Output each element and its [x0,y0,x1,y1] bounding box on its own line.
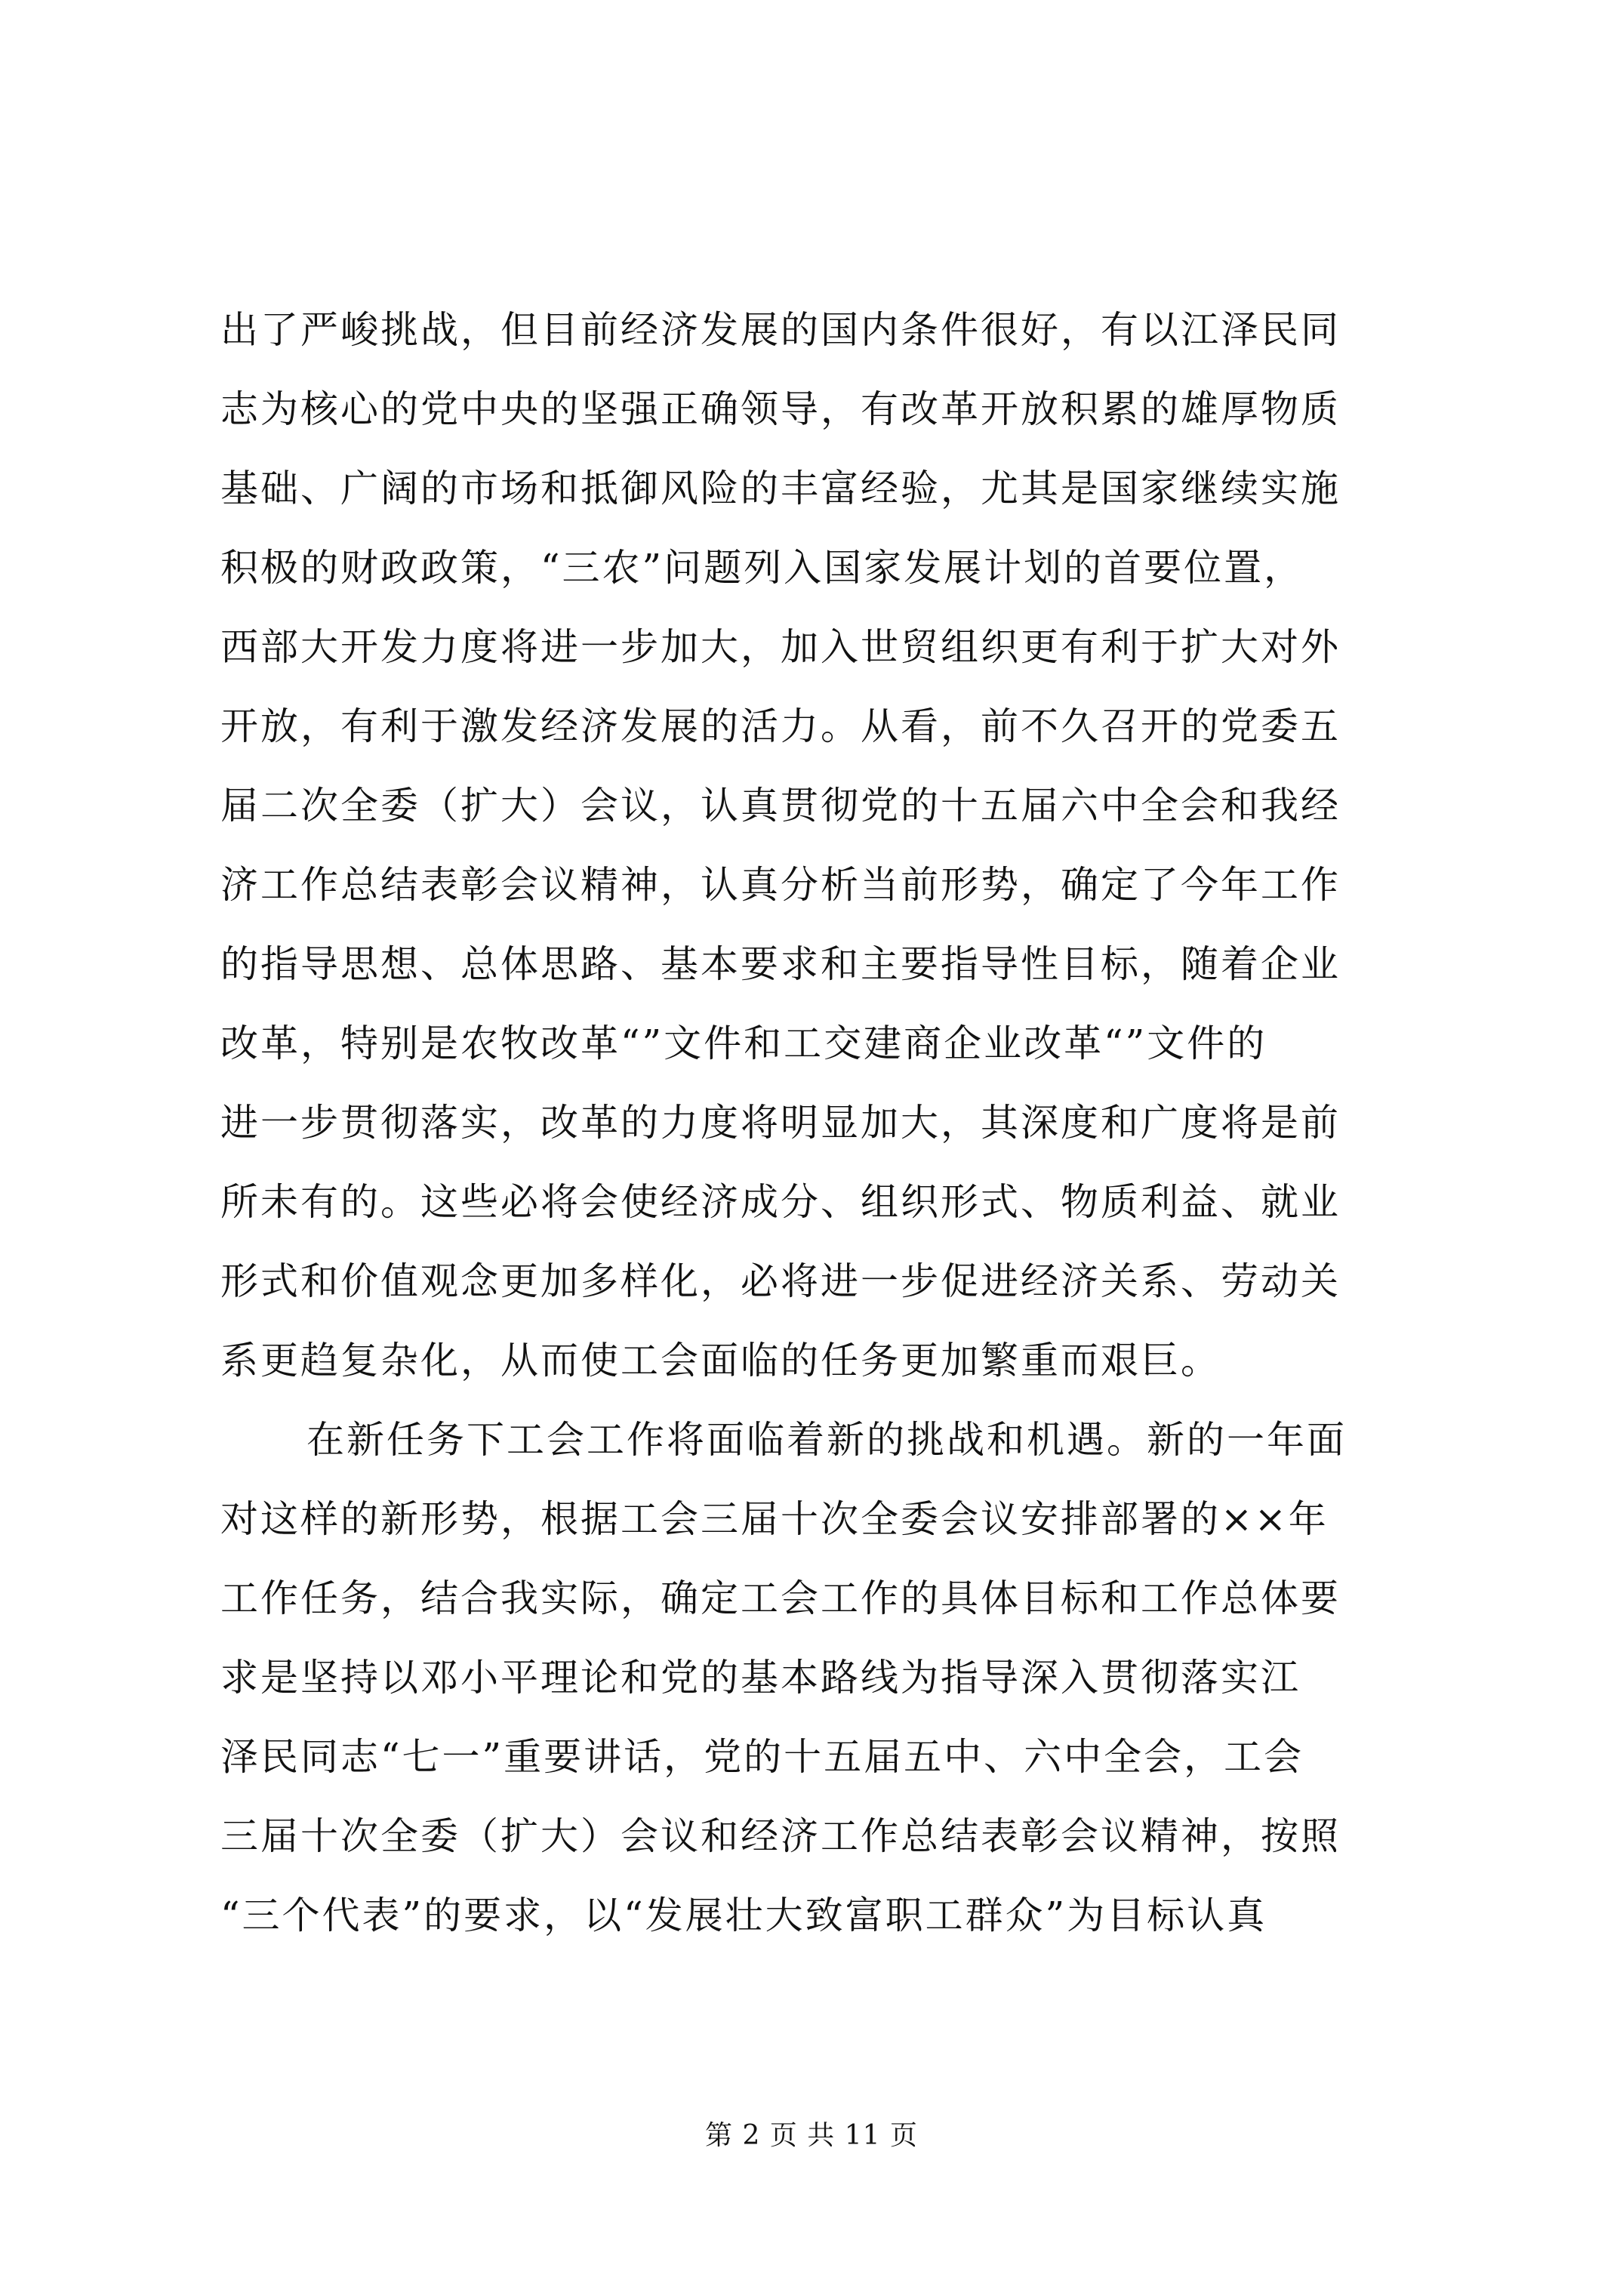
page-number-footer: 第 2 页 共 11 页 [705,2120,918,2151]
text-line: 工作任务，结合我实际，确定工会工作的具体目标和工作总体要 [220,1576,1341,1620]
text-line: 所未有的。这些必将会使经济成分、组织形式、物质利益、就业 [220,1180,1341,1224]
text-line: 出了严峻挑战，但目前经济发展的国内条件很好，有以江泽民同 [220,308,1341,352]
text-line: 求是坚持以邓小平理论和党的基本路线为指导深入贯彻落实江 [220,1656,1301,1700]
text-line: 泽民同志“七一”重要讲话，党的十五届五中、六中全会，工会 [220,1735,1304,1779]
text-line: 改革，特别是农牧改革“”文件和工交建商企业改革“”文件的 [220,1022,1267,1065]
text-line: 济工作总结表彰会议精神，认真分析当前形势，确定了今年工作 [220,863,1341,907]
paragraph-first-line: 在新任务下工会工作将面临着新的挑战和机遇。新的一年面 [306,1418,1347,1462]
text-line: 志为核心的党中央的坚强正确领导，有改革开放积累的雄厚物质 [220,387,1341,431]
text-line: 积极的财政政策，“三农”问题列入国家发展计划的首要位置， [220,546,1304,590]
text-line: 开放，有利于激发经济发展的活力。从看，前不久召开的党委五 [220,704,1341,748]
body-text [220,291,1428,1955]
text-line: 届二次全委（扩大）会议，认真贯彻党的十五届六中全会和我经 [220,784,1341,827]
text-line: 基础、广阔的市场和抵御风险的丰富经验，尤其是国家继续实施 [220,467,1341,510]
text-line: 进一步贯彻落实，改革的力度将明显加大，其深度和广度将是前 [220,1101,1341,1145]
text-line: 三届十次全委（扩大）会议和经济工作总结表彰会议精神，按照 [220,1814,1341,1858]
text-line: 对这样的新形势，根据工会三届十次全委会议安排部署的××年 [220,1497,1329,1541]
text-line: “三个代表”的要求，以“发展壮大致富职工群众”为目标认真 [220,1894,1267,1937]
text-line: 西部大开发力度将进一步加大，加入世贸组织更有利于扩大对外 [220,625,1341,669]
text-line: 系更趋复杂化，从而使工会面临的任务更加繁重而艰巨。 [220,1339,1221,1382]
text-line: 形式和价值观念更加多样化，必将进一步促进经济关系、劳动关 [220,1259,1341,1303]
text-line: 的指导思想、总体思路、基本要求和主要指导性目标，随着企业 [220,942,1341,986]
